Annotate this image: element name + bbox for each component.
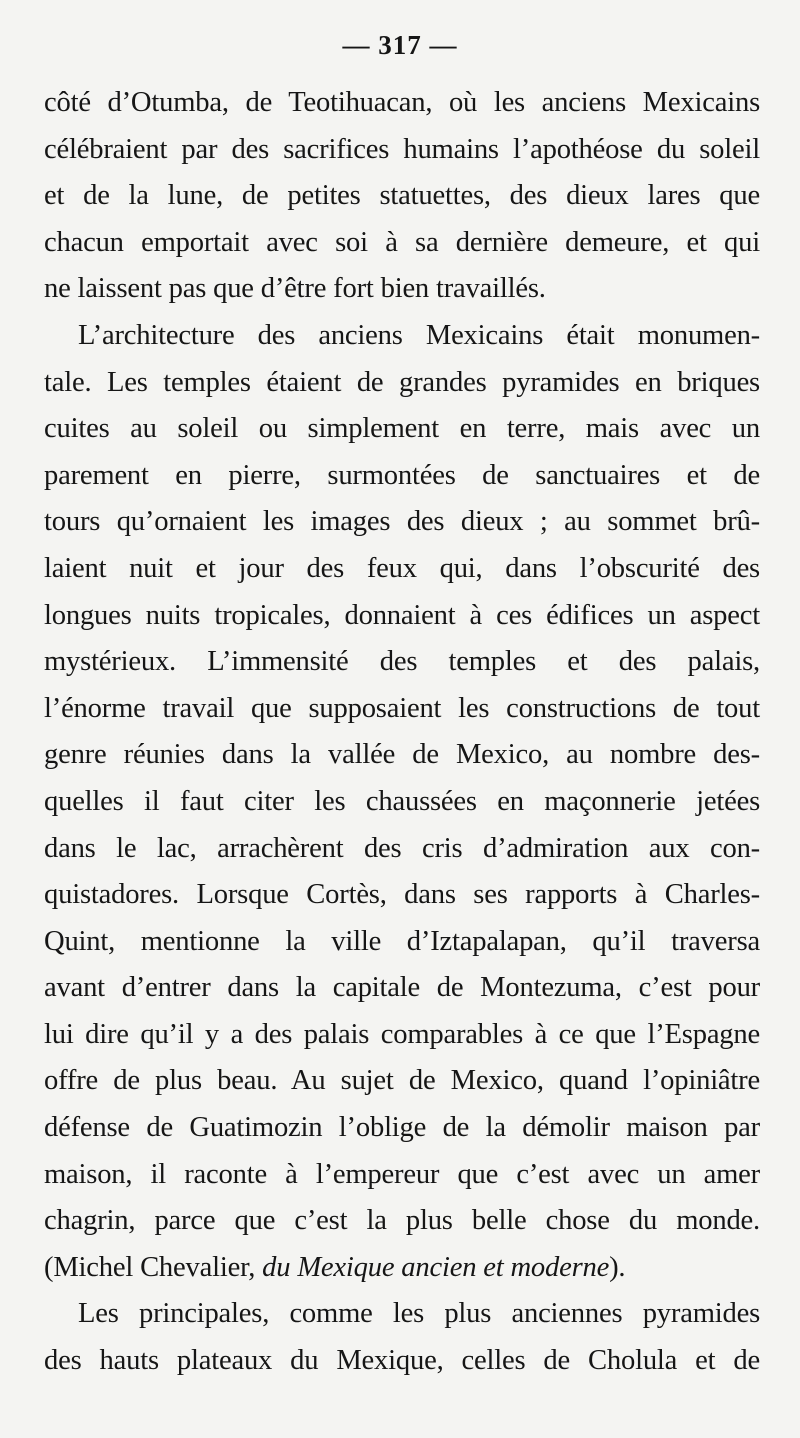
text-line: célébraient par des sacrifices humains l’apothéose du soleil: [44, 133, 760, 165]
text-line: avant d’entrer dans la capitale de Montezuma, c’est pour: [44, 972, 760, 1004]
citation-title: du Mexique ancien et moderne: [262, 1251, 610, 1283]
text-line: l’énorme travail que supposaient les constructions de tout: [44, 692, 760, 724]
text-line: lui dire qu’il y a des palais comparables à ce que l’Espagne: [44, 1018, 760, 1050]
text-line: laient nuit et jour des feux qui, dans l’obscurité des: [44, 552, 760, 584]
text-line: chacun emportait avec soi à sa dernière demeure, et qui: [44, 226, 760, 258]
text-line: défense de Guatimozin l’oblige de la démolir maison par: [44, 1112, 760, 1144]
text-line: mystérieux. L’immensité des temples et des palais,: [44, 646, 760, 678]
text-line: et de la lune, de petites statuettes, des dieux lares que: [44, 180, 760, 212]
body-text: [44, 80, 760, 1385]
text-line: tale. Les temples étaient de grandes pyramides en briques: [44, 366, 760, 398]
paragraph-start-line: Les principales, comme les plus anciennes pyramides: [78, 1298, 760, 1330]
text-line: quistadores. Lorsque Cortès, dans ses rapports à Charles-: [44, 879, 760, 911]
citation-line: [44, 1245, 760, 1292]
text-line: genre réunies dans la vallée de Mexico, au nombre des-: [44, 739, 760, 771]
page-number: — 317 —: [342, 30, 458, 60]
text-line: tours qu’ornaient les images des dieux ; au sommet brû-: [44, 506, 760, 538]
citation-close: ).: [609, 1251, 626, 1283]
citation-author: (Michel Chevalier,: [44, 1251, 263, 1283]
text-line: quelles il faut citer les chaussées en maçonnerie jetées: [44, 785, 760, 817]
text-line: offre de plus beau. Au sujet de Mexico, quand l’opiniâtre: [44, 1065, 760, 1097]
text-line: parement en pierre, surmontées de sanctuaires et de: [44, 459, 760, 491]
text-line: ne laissent pas que d’être fort bien travaillés.: [44, 273, 546, 305]
text-line: Quint, mentionne la ville d’Iztapalapan, qu’il traversa: [44, 925, 760, 957]
text-line: côté d’Otumba, de Teotihuacan, où les anciens Mexicains: [44, 87, 760, 118]
text-line: dans le lac, arrachèrent des cris d’admiration aux con-: [44, 832, 760, 864]
paragraph-start-line: L’architecture des anciens Mexicains était monumen-: [78, 319, 760, 351]
text-line: des hauts plateaux du Mexique, celles de Cholula et de: [44, 1345, 760, 1377]
text-line: cuites au soleil ou simplement en terre, mais avec un: [44, 413, 760, 445]
text-line: chagrin, parce que c’est la plus belle chose du monde.: [44, 1205, 760, 1237]
text-line: longues nuits tropicales, donnaient à ces édifices un aspect: [44, 599, 760, 631]
text-line: maison, il raconte à l’empereur que c’est avec un amer: [44, 1158, 760, 1190]
